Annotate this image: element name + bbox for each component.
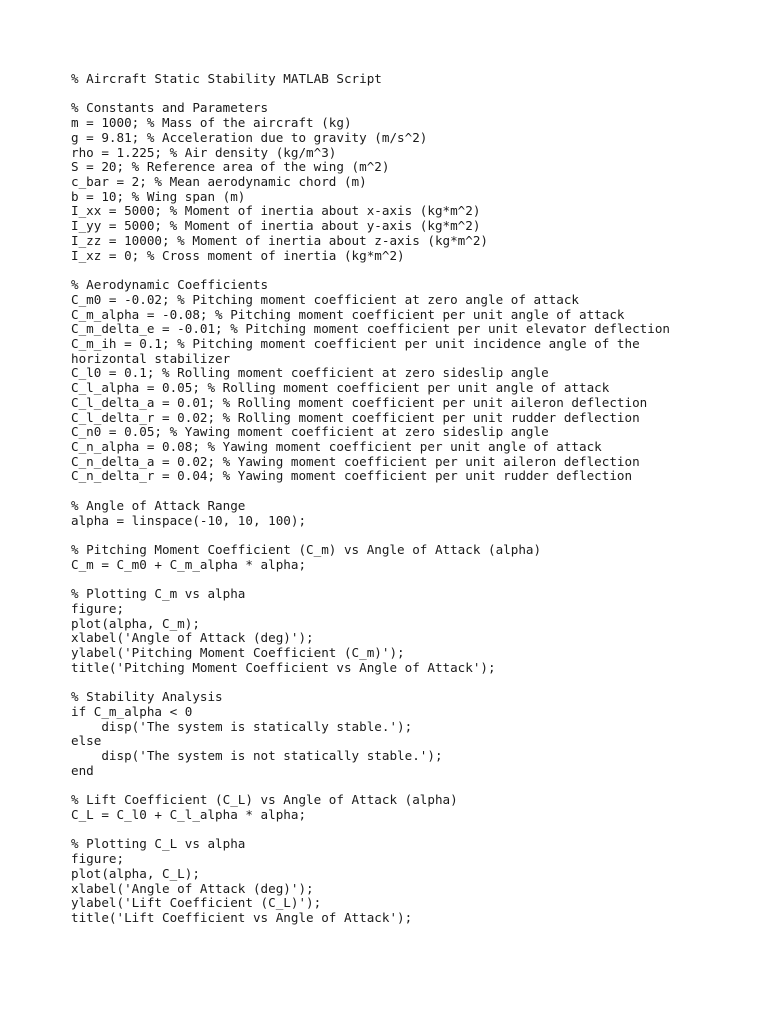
code-line: C_L = C_l0 + C_l_alpha * alpha;: [71, 806, 307, 822]
code-line: g = 9.81; % Acceleration due to gravity (m/s^2): [71, 129, 428, 145]
code-line: C_n_alpha = 0.08; % Yawing moment coefficient per unit angle of attack: [71, 438, 602, 454]
code-line: b = 10; % Wing span (m): [71, 188, 246, 204]
comment-line: % Lift Coefficient (C_L) vs Angle of Attack (alpha): [71, 792, 458, 808]
blank-line: [71, 528, 751, 543]
code-line: xlabel('Angle of Attack (deg)');: [71, 880, 314, 896]
blank-line: [71, 263, 751, 278]
code-line: rho = 1.225; % Air density (kg/m^3): [71, 144, 337, 160]
code-line: I_zz = 10000; % Moment of inertia about z-axis (kg*m^2): [71, 232, 489, 248]
code-line: alpha = linspace(-10, 10, 100);: [71, 512, 307, 528]
code-line: C_m = C_m0 + C_m_alpha * alpha;: [71, 556, 307, 572]
code-line: xlabel('Angle of Attack (deg)');: [71, 630, 314, 646]
code-line: C_l_delta_r = 0.02; % Rolling moment coefficient per unit rudder deflection: [71, 409, 640, 425]
comment-line: % Constants and Parameters: [71, 100, 269, 116]
code-line: ylabel('Lift Coefficient (C_L)');: [71, 895, 322, 911]
blank-line: [71, 572, 751, 587]
code-line: C_m_alpha = -0.08; % Pitching moment coefficient per unit angle of attack: [71, 306, 625, 322]
code-line: C_m_delta_e = -0.01; % Pitching moment coefficient per unit elevator deflection: [71, 321, 670, 337]
code-line: I_xx = 5000; % Moment of inertia about x-axis (kg*m^2): [71, 203, 481, 219]
comment-line: % Plotting C_m vs alpha: [71, 586, 246, 602]
code-line: disp('The system is statically stable.');: [71, 718, 413, 734]
code-line: S = 20; % Reference area of the wing (m^2): [71, 159, 390, 175]
code-line: plot(alpha, C_m);: [71, 615, 200, 631]
code-line: plot(alpha, C_L);: [71, 865, 200, 881]
comment-line: % Plotting C_L vs alpha: [71, 836, 246, 852]
code-line: disp('The system is not statically stable.');: [71, 748, 443, 764]
code-line: ylabel('Pitching Moment Coefficient (C_m)');: [71, 645, 405, 661]
code-line: title('Pitching Moment Coefficient vs Angle of Attack');: [71, 659, 496, 675]
code-line: C_n0 = 0.05; % Yawing moment coefficient at zero sideslip angle: [71, 424, 549, 440]
comment-line: % Aircraft Static Stability MATLAB Script: [71, 71, 382, 86]
code-line: c_bar = 2; % Mean aerodynamic chord (m): [71, 174, 367, 190]
code-line: C_l_alpha = 0.05; % Rolling moment coefficient per unit angle of attack: [71, 380, 610, 396]
code-line: m = 1000; % Mass of the aircraft (kg): [71, 115, 352, 131]
code-line: horizontal stabilizer: [71, 350, 231, 366]
code-line: else: [71, 733, 102, 749]
code-line: C_l0 = 0.1; % Rolling moment coefficient at zero sideslip angle: [71, 365, 549, 381]
code-line: if C_m_alpha < 0: [71, 703, 193, 719]
blank-line: [71, 87, 751, 102]
blank-line: [71, 779, 751, 794]
blank-line: [71, 675, 751, 690]
blank-line: [71, 823, 751, 838]
code-line: C_l_delta_a = 0.01; % Rolling moment coefficient per unit aileron deflection: [71, 394, 648, 410]
code-line: C_n_delta_a = 0.02; % Yawing moment coefficient per unit aileron deflection: [71, 453, 640, 469]
code-line: C_m0 = -0.02; % Pitching moment coefficient at zero angle of attack: [71, 291, 579, 307]
code-line: figure;: [71, 600, 125, 616]
code-line: C_n_delta_r = 0.04; % Yawing moment coefficient per unit rudder deflection: [71, 468, 633, 484]
comment-line: % Angle of Attack Range: [71, 497, 246, 513]
code-line: I_xz = 0; % Cross moment of inertia (kg*m^2): [71, 247, 405, 263]
comment-line: % Pitching Moment Coefficient (C_m) vs Angle of Attack (alpha): [71, 542, 542, 557]
code-line: C_m_ih = 0.1; % Pitching moment coefficient per unit incidence angle of the: [71, 335, 640, 351]
matlab-script-text: [71, 72, 751, 926]
code-line: end: [71, 762, 94, 778]
comment-line: % Stability Analysis: [71, 689, 223, 705]
code-line: title('Lift Coefficient vs Angle of Attack');: [71, 909, 413, 925]
comment-line: % Aerodynamic Coefficients: [71, 277, 269, 293]
code-line: figure;: [71, 851, 125, 867]
code-line: I_yy = 5000; % Moment of inertia about y-axis (kg*m^2): [71, 218, 481, 234]
blank-line: [71, 484, 751, 499]
